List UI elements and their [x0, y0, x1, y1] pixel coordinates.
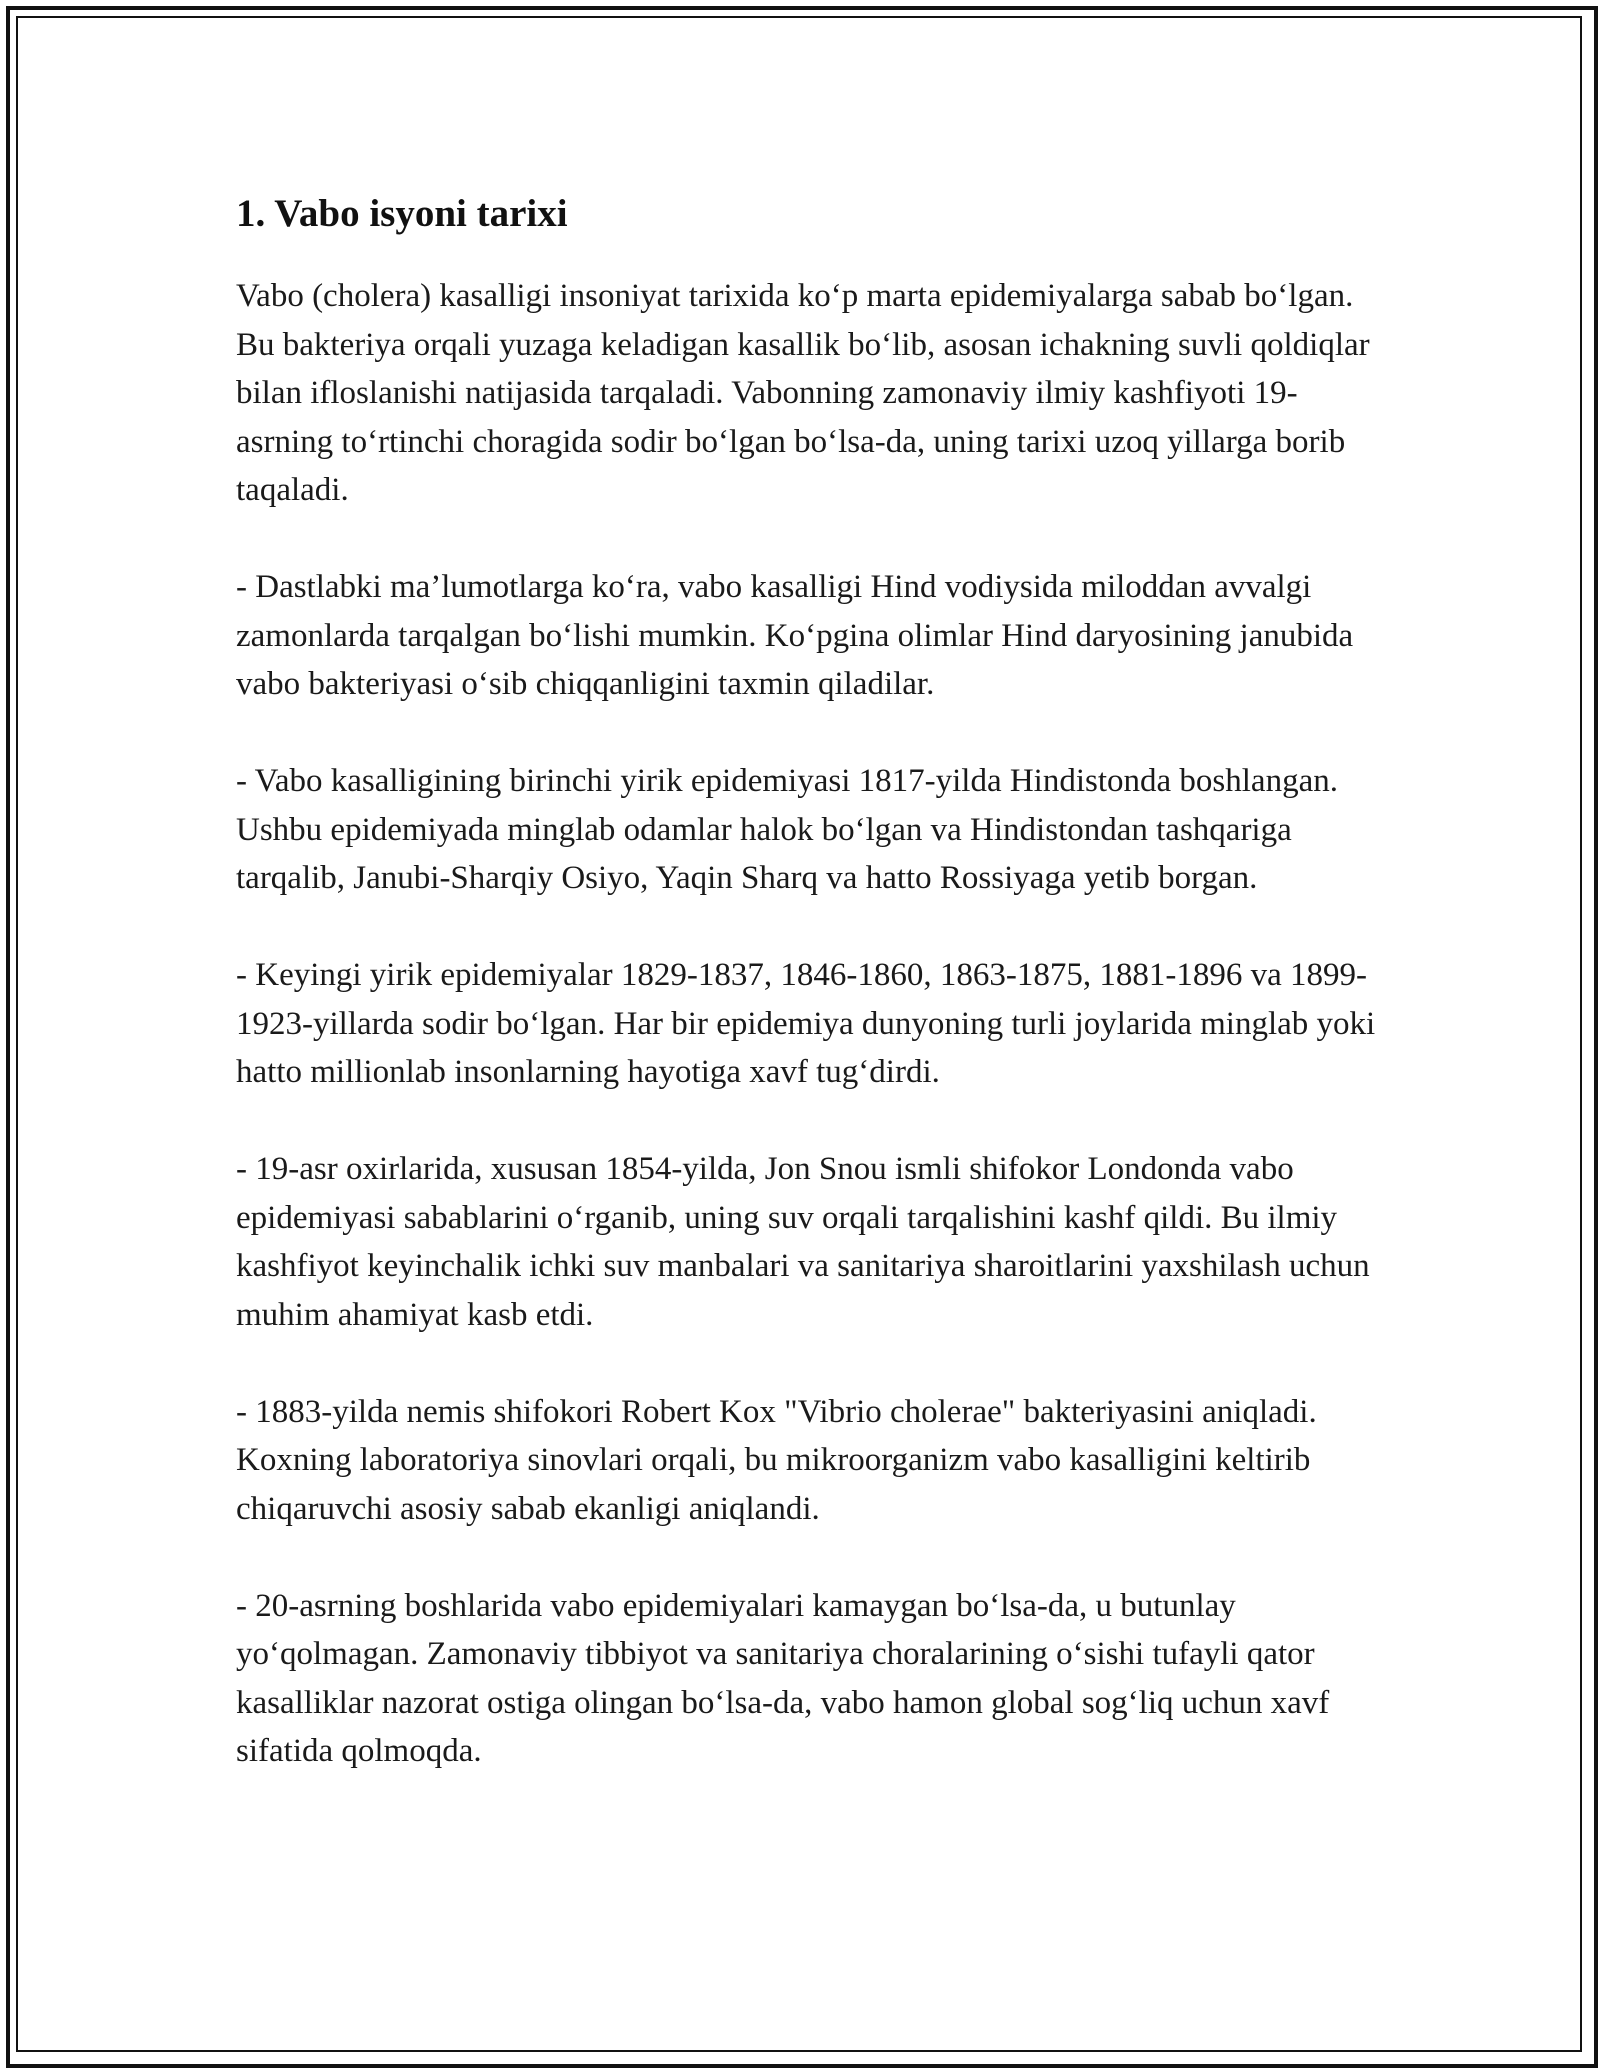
intro-paragraph: Vabo (cholera) kasalligi insoniyat tarixida ko‘p marta epidemiyalarga sabab bo‘lgan. Bu bakteriya orqali yuzaga keladigan kasallik bo‘lib, asosan ichakning suvli qoldiqlar bilan ifloslanishi natijasida tarqaladi. Vabonning zamonaviy ilmiy kashfiyoti 19-asrning to‘rtinchi choragida sodir bo‘lgan bo‘lsa-da, uning tarixi uzoq yillarga borib taqaladi. [236, 278, 1370, 508]
history-paragraph-origins: - Dastlabki ma’lumotlarga ko‘ra, vabo kasalligi Hind vodiysida miloddan avvalgi zamonlarda tarqalgan bo‘lishi mumkin. Ko‘pgina olimlar Hind daryosining janubida vabo bakteriyasi o‘sib chiqqanligini taxmin qiladilar. [236, 569, 1354, 702]
history-paragraph-later-epidemics: - Keyingi yirik epidemiyalar 1829-1837, 1846-1860, 1863-1875, 1881-1896 va 1899-1923-yillarda sodir bo‘lgan. Har bir epidemiya dunyoning turli joylarida minglab yoki hatto millionlab insonlarning hayotiga xavf tug‘dirdi. [236, 957, 1376, 1090]
document-body [236, 186, 1376, 1824]
history-paragraph-robert-koch: - 1883-yilda nemis shifokori Robert Kox "Vibrio cholerae" bakteriyasini aniqladi. Koxning laboratoriya sinovlari orqali, bu mikroorganizm vabo kasalligini keltirib chiqaruvchi asosiy sabab ekanligi aniqlandi. [236, 1393, 1317, 1527]
section-title: 1. Vabo isyoni tarixi [236, 192, 568, 235]
history-paragraph-john-snow: - 19-asr oxirlarida, xususan 1854-yilda, Jon Snou ismli shifokor Londonda vabo epidemiyasi sabablarini o‘rganib, uning suv orqali tarqalishini kashf qildi. Bu ilmiy kashfiyot keyinchalik ichki suv manbalari va sanitariya sharoitlarini yaxshilash uchun muhim ahamiyat kasb etdi. [236, 1151, 1370, 1333]
history-paragraph-20th-century: - 20-asrning boshlarida vabo epidemiyalari kamaygan bo‘lsa-da, u butunlay yo‘qolmagan. Zamonaviy tibbiyot va sanitariya choralarining o‘sishi tufayli qator kasalliklar nazorat ostiga olingan bo‘lsa-da, vabo hamon global sog‘liq uchun xavf sifatida qolmoqda. [236, 1587, 1330, 1769]
history-paragraph-1817: - Vabo kasalligining birinchi yirik epidemiyasi 1817-yilda Hindistonda boshlangan. Ushbu epidemiyada minglab odamlar halok bo‘lgan va Hindistondan tashqariga tarqalib, Janubi-Sharqiy Osiyo, Yaqin Sharq va hatto Rossiyaga yetib borgan. [236, 763, 1338, 896]
